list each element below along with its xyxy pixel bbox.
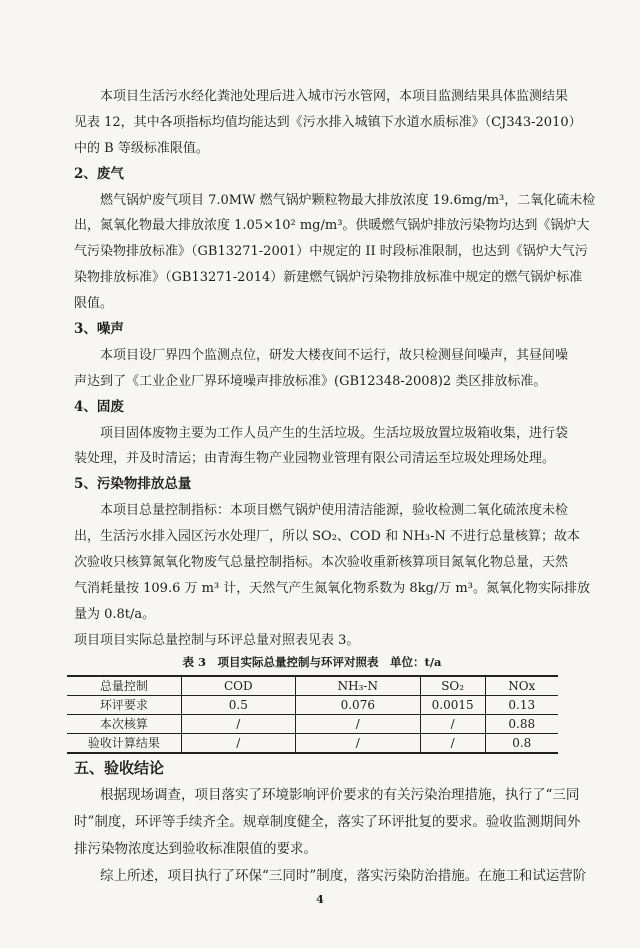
table-cell: / xyxy=(295,734,420,754)
paragraph-line: 燃气锅炉废气项目 7.0MW 燃气锅炉颗粒物最大排放浓度 19.6mg/m³，二氧化硫未检 xyxy=(100,192,596,208)
paragraph-line: 综上所述，项目执行了环保“三同时”制度，落实污染防治措施。在施工和试运营阶 xyxy=(100,868,587,884)
table-cell: 0.0015 xyxy=(420,696,485,715)
paragraph-line: 本项目生活污水经化粪池处理后进入城市污水管网，本项目监测结果具体监测结果 xyxy=(100,89,569,104)
table-cell: / xyxy=(295,715,420,734)
paragraph-line: 限值。 xyxy=(74,296,114,312)
paragraph-line: 项目固体废物主要为工作人员产生的生活垃圾。生活垃圾放置垃圾箱收集，进行袋 xyxy=(100,425,569,441)
table-cell: 总量控制 xyxy=(67,676,181,696)
table-cell: COD xyxy=(181,676,295,696)
paragraph-line: 出，生活污水排入园区污水处理厂，所以 SO₂、COD 和 NH₃-N 不进行总量核算；故本 xyxy=(74,529,581,545)
table-cell: 环评要求 xyxy=(67,696,181,715)
table-cell: 0.076 xyxy=(295,696,420,715)
table-cell: SO₂ xyxy=(420,676,485,696)
paragraph-line: 声达到了《工业企业厂界环境噪声排放标准》(GB12348-2008)2 类区排放标准。 xyxy=(74,373,547,389)
table-cell: 验收计算结果 xyxy=(67,734,181,754)
paragraph-line: 气污染物排放标准》（GB13271-2001）中规定的 II 时段标准限制，也达到《锅炉大气污 xyxy=(74,244,588,260)
table-cell: / xyxy=(420,734,485,754)
paragraph-line: 染物排放标准》（GB13271-2014）新建燃气锅炉污染物排放标准中规定的燃气锅炉标准 xyxy=(74,270,583,286)
paragraph-line: 时”制度，环评等手续齐全。规章制度健全，落实了环评批复的要求。验收监测期间外 xyxy=(74,814,581,830)
table-cell: 0.88 xyxy=(485,715,558,734)
document-body-top xyxy=(74,84,596,654)
table-row xyxy=(67,734,558,754)
table-cell: / xyxy=(181,734,295,754)
table-cell: 0.8 xyxy=(485,734,558,754)
table-cell: 0.5 xyxy=(181,696,295,715)
table-cell: NH₃-N xyxy=(295,676,420,696)
table-cell: 0.13 xyxy=(485,696,558,715)
paragraph-line: 排污染物浓度达到验收标准限值的要求。 xyxy=(74,841,317,857)
table-cell: / xyxy=(181,715,295,734)
section-heading: 五、验收结论 xyxy=(74,759,165,777)
paragraph-line: 项目项目实际总量控制与环评总量对照表见表 3。 xyxy=(74,632,360,648)
page-number: 4 xyxy=(316,893,324,906)
table-caption: 表 3 项目实际总量控制与环评对照表 单位：t/a xyxy=(182,655,442,669)
table-cell: NOx xyxy=(485,676,558,696)
table-cell: / xyxy=(420,715,485,734)
paragraph-line: 气消耗量按 109.6 万 m³ 计，天然气产生氮氧化物系数为 8kg/万 m³。氮氧化物实际排放 xyxy=(74,580,590,596)
document-body-bottom xyxy=(74,755,587,890)
section-heading: 3、噪声 xyxy=(74,321,124,338)
section-heading: 2、废气 xyxy=(74,165,124,182)
paragraph-line: 见表 12，其中各项指标均值均能达到《污水排入城镇下水道水质标准》（CJ343-2010） xyxy=(74,114,582,130)
paragraph-line: 本项目总量控制指标：本项目燃气锅炉使用清洁能源，验收检测二氧化硫浓度未检 xyxy=(100,503,569,519)
paragraph-line: 中的 B 等级标准限值。 xyxy=(74,140,209,156)
table-header-row xyxy=(67,676,558,696)
paragraph-line: 量为 0.8t/a。 xyxy=(74,606,156,622)
paragraph-line: 装处理，并及时清运；由青海生物产业园物业管理有限公司清运至垃圾处理场处理。 xyxy=(74,451,556,467)
table-row xyxy=(67,715,558,734)
paragraph-line: 本项目设厂界四个监测点位，研发大楼夜间不运行，故只检测昼间噪声，其昼间噪 xyxy=(100,347,569,363)
table-cell: 本次核算 xyxy=(67,715,181,734)
section-heading: 4、固废 xyxy=(74,398,124,415)
total-control-table xyxy=(67,675,558,754)
table-row xyxy=(67,696,558,715)
section-heading: 5、污染物排放总量 xyxy=(74,476,192,493)
paragraph-line: 根据现场调查，项目落实了环境影响评价要求的有关污染治理措施，执行了“三同 xyxy=(100,787,580,803)
paragraph-line: 次验收只核算氮氧化物废气总量控制指标。本次验收重新核算项目氮氧化物总量，天然 xyxy=(74,555,569,571)
paragraph-line: 出，氮氧化物最大排放浓度 1.05×10² mg/m³。供暖燃气锅炉排放污染物均达到《锅炉大 xyxy=(74,218,590,234)
